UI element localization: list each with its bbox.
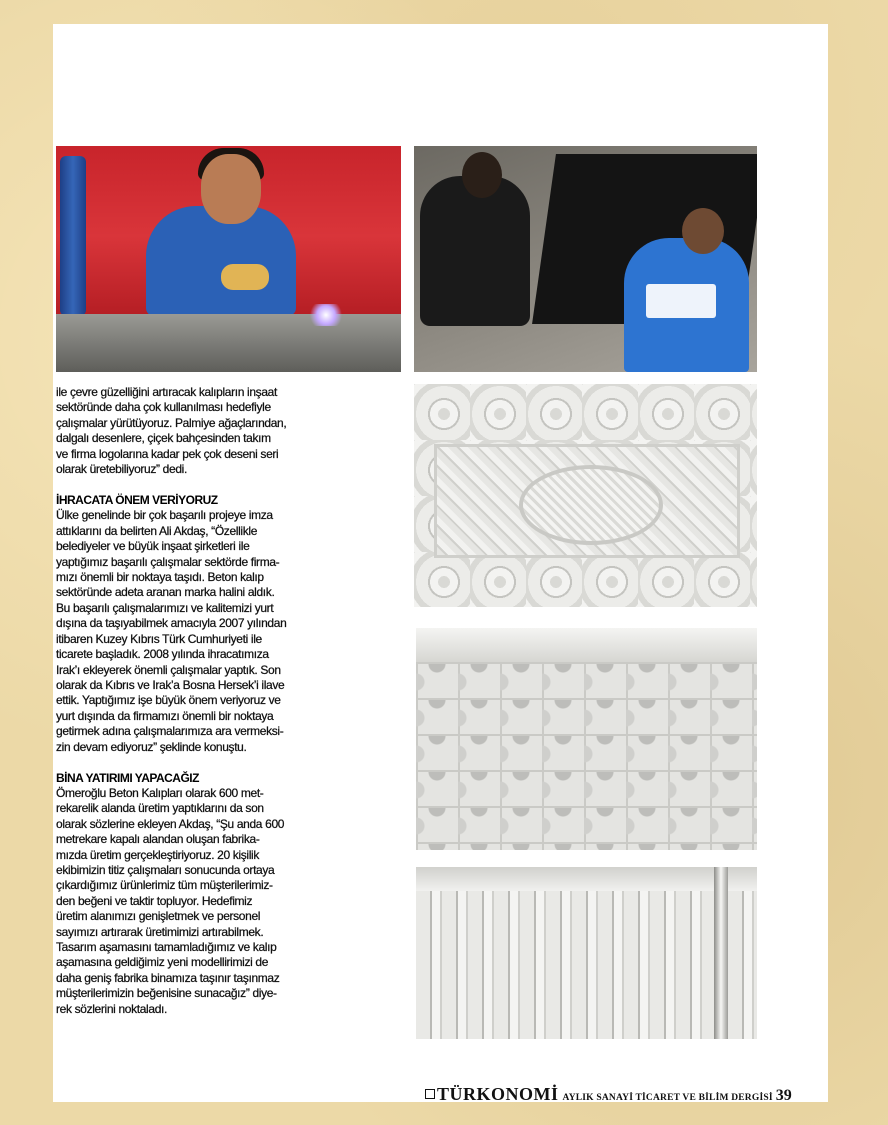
brand-name: TÜRKONOMİ — [437, 1084, 559, 1104]
magazine-brand — [425, 1084, 559, 1104]
shirt-logo — [646, 284, 716, 318]
oval-medallion — [519, 465, 663, 545]
brand-mark-icon — [425, 1089, 435, 1099]
workers-photo — [414, 146, 757, 372]
wavy-relief-panel — [416, 867, 757, 1039]
worker-left-head — [462, 152, 502, 198]
paragraph: ile çevre güzelliğini artıracak kalıpların inşaat sektöründe daha çok kullanılması hedefiyle çalışmalar yürütüyoruz. Palmiye ağaçlarından, dalgalı desenlere, çiçek bahçesinden takım ve firma logolarına kadar pek çok deseni seri olarak üretebiliyoruz” dedi. — [56, 385, 287, 477]
panel-column — [714, 867, 728, 1039]
page-number: 39 — [775, 1087, 792, 1104]
worker-head — [201, 154, 261, 224]
paragraph: Ülke genelinde bir çok başarılı projeye imza attıklarını da belirten Ali Akdaş, “Özellikle belediyeler ve büyük inşaat şirketleri ile yaptığımız başarılı çalışmalar sektörde firma- mızı önemli bir noktaya taşıdı. Beton kalıp sektöründe adeta aranan marka halini aldık. Bu başarılı çalışmalarımızı ve kalitemizi yurt dışına da taşıyabilmek amacıyla 2007 yılından itibaren Kuzey Kıbrıs Türk Cumhuriyeti ile ticarete başladık. 2008 yılında ihracatımıza Irak’ı ekleyerek önemli çalışmalar yaptık. Son olarak da Kıbrıs ve Irak’a Bosna Hersek’i ilave ettik. Yaptığımız işe büyük önem veriyoruz ve yurt dışında da firmamızı önemli bir noktaya getirmek adına çalışmalarımıza ara vermeksi- zin devam ediyoruz” şeklinde konuştu. — [56, 508, 287, 754]
worker-left — [420, 176, 530, 326]
gas-tank — [60, 156, 86, 316]
glove — [221, 264, 269, 290]
panel-top-band — [416, 628, 757, 662]
worker-right-head — [682, 208, 724, 254]
steel-rail — [56, 314, 401, 372]
article-column — [56, 385, 398, 1017]
paragraph: Ömeroğlu Beton Kalıpları olarak 600 met- rekarelik alanda üretim yaptıklarını da son olarak sözlerine ekleyen Akdaş, “Şu anda 600 metrekare kapalı alandan oluşan fabrika- mızda üretim gerçekleştiriyoruz. 20 kişilik ekibimizin titiz çalışmaları sonucunda ortaya çıkardığımız ürünlerimiz tüm müşterilerimiz- den beğeni ve taktir topluyor. Hedefimiz üretim alanımızı genişletmek ve personel sayımızı artırarak üretimimizi artırabilmek. Tasarım aşamasını tamamladığımız ve kalıp aşamasına geldiğimiz yeni modellirimizi de daha geniş fabrika binamıza taşınır taşınmaz müşterilerimizin beğenisine sunacağız” diye- rek sözlerini noktaladı. — [56, 785, 285, 1016]
panel-frame — [434, 444, 740, 558]
puzzle-relief-panel — [416, 628, 757, 850]
section-heading: BİNA YATIRIMI YAPACAĞIZ — [56, 770, 199, 785]
floral-relief-panel — [414, 384, 757, 607]
magazine-subtitle: AYLIK SANAYİ TİCARET VE BİLİM DERGİSİ — [562, 1093, 773, 1103]
panel-top-band — [416, 867, 757, 891]
magazine-page — [53, 24, 828, 1102]
section-heading: İHRACATA ÖNEM VERİYORUZ — [56, 493, 218, 508]
page-footer — [425, 1084, 792, 1105]
welder-photo — [56, 146, 401, 372]
welding-spark — [306, 304, 346, 326]
